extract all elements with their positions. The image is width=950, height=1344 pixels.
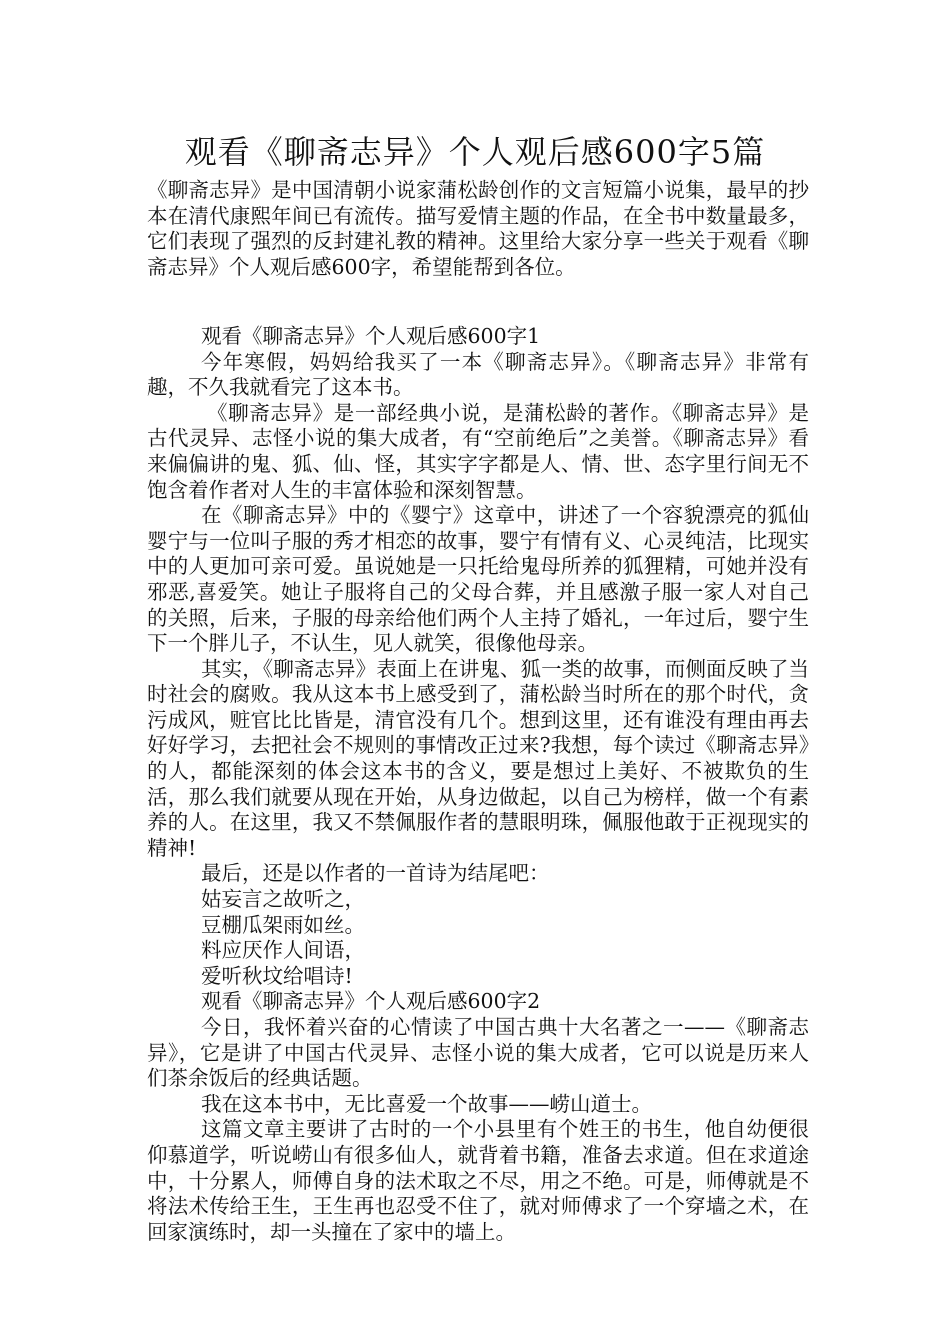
blank-line	[147, 280, 809, 306]
section-heading-1: 观看《聊斋志异》个人观后感600字1	[201, 323, 541, 348]
body-paragraph: 《聊斋志异》是一部经典小说，是蒲松龄的著作。《聊斋志异》是古代灵异、志怪小说的集大成者，有“空前绝后”之美誉。《聊斋志异》看来偏偏讲的鬼、狐、仙、怪，其实字字都是人、情、世、态字里行间无不饱含着作者对人生的丰富体验和深刻智慧。	[147, 400, 809, 502]
poem-line: 爱听秋坟给唱诗!	[201, 963, 353, 988]
document-title: 观看《聊斋志异》个人观后感600字5篇	[184, 133, 766, 171]
poem-line: 豆棚瓜架雨如丝。	[201, 912, 365, 937]
body-paragraph: 我在这本书中，无比喜爱一个故事——崂山道士。	[201, 1091, 652, 1116]
document-body	[147, 178, 809, 1245]
poem-line: 料应厌作人间语，	[201, 938, 365, 963]
section-heading-2: 观看《聊斋志异》个人观后感600字2	[201, 989, 541, 1014]
body-paragraph: 这篇文章主要讲了古时的一个小县里有个姓王的书生，他自幼便很仰慕道学，听说崂山有很多仙人，就背着书籍，准备去求道。但在求道途中，十分累人，师傅自身的法术取之不尽，用之不绝。可是，师傅就是不将法术传给王生，王生再也忍受不住了，就对师傅求了一个穿墙之术，在回家演练时，却一头撞在了家中的墙上。	[147, 1117, 809, 1244]
body-paragraph: 其实，《聊斋志异》表面上在讲鬼、狐一类的故事，而侧面反映了当时社会的腐败。我从这本书上感受到了，蒲松龄当时所在的那个时代，贪污成风，赃官比比皆是，清官没有几个。想到这里，还有谁没有理由再去好好学习，去把社会不规则的事情改正过来?我想，每个读过《聊斋志异》的人，都能深刻的体会这本书的含义，要是想过上美好、不被欺负的生活，那么我们就要从现在开始，从身边做起，以自己为榜样，做一个有素养的人。在这里，我又不禁佩服作者的慧眼明珠，佩服他敢于正视现实的精神!	[147, 656, 809, 860]
intro-paragraph: 《聊斋志异》是中国清朝小说家蒲松龄创作的文言短篇小说集，最早的抄本在清代康熙年间已有流传。描写爱情主题的作品，在全书中数量最多，它们表现了强烈的反封建礼教的精神。这里给大家分享一些关于观看《聊斋志异》个人观后感600字，希望能帮到各位。	[147, 178, 809, 279]
poem-line: 姑妄言之故听之，	[201, 887, 365, 912]
body-paragraph: 最后，还是以作者的一首诗为结尾吧：	[201, 861, 550, 886]
body-paragraph: 今年寒假，妈妈给我买了一本《聊斋志异》。《聊斋志异》非常有趣，不久我就看完了这本书。	[147, 349, 809, 400]
body-paragraph: 今日，我怀着兴奋的心情读了中国古典十大名著之一——《聊斋志异》，它是讲了中国古代灵异、志怪小说的集大成者，它可以说是历来人们茶余饭后的经典话题。	[147, 1015, 809, 1091]
body-paragraph: 在《聊斋志异》中的《婴宁》这章中，讲述了一个容貌漂亮的狐仙婴宁与一位叫子服的秀才相恋的故事，婴宁有情有义、心灵纯洁，比现实中的人更加可亲可爱。虽说她是一只托给鬼母所养的狐狸精，可她并没有邪恶,喜爱笑。她让子服将自己的父母合葬，并且感激子服一家人对自己的关照，后来，子服的母亲给他们两个人主持了婚礼，一年过后，婴宁生下一个胖儿子，不认生，见人就笑，很像他母亲。	[147, 503, 809, 656]
